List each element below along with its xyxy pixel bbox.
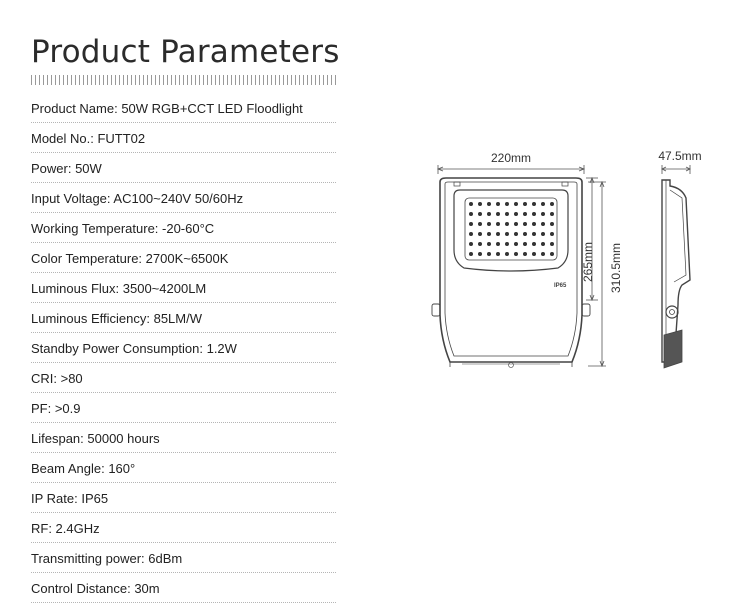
led-dot — [523, 252, 527, 256]
led-dot — [532, 242, 536, 246]
led-dot — [532, 222, 536, 226]
param-row-working-temperature: Working Temperature: -20-60°C — [31, 213, 337, 243]
led-dot — [505, 222, 509, 226]
led-dot — [541, 202, 545, 206]
param-row-standby-power: Standby Power Consumption: 1.2W — [31, 333, 337, 363]
led-dot — [541, 212, 545, 216]
led-dot — [469, 202, 473, 206]
led-dot — [496, 202, 500, 206]
led-dot — [505, 212, 509, 216]
led-dot — [478, 212, 482, 216]
param-row-model-no: Model No.: FUTT02 — [31, 123, 337, 153]
param-row-control-distance: Control Distance: 30m — [31, 573, 337, 603]
led-dot — [523, 242, 527, 246]
param-row-product-name: Product Name: 50W RGB+CCT LED Floodlight — [31, 93, 337, 123]
led-dot — [514, 252, 518, 256]
param-row-ip-rate: IP Rate: IP65 — [31, 483, 337, 513]
param-row-luminous-efficiency: Luminous Efficiency: 85LM/W — [31, 303, 337, 333]
led-dot — [550, 212, 554, 216]
led-dot — [496, 242, 500, 246]
led-dot — [496, 212, 500, 216]
led-dot — [523, 222, 527, 226]
led-dot — [550, 222, 554, 226]
led-dot — [478, 252, 482, 256]
led-dot — [505, 252, 509, 256]
led-dot — [523, 232, 527, 236]
led-dot — [532, 212, 536, 216]
total-height-label: 310.5mm — [609, 242, 623, 294]
led-dot — [541, 222, 545, 226]
led-dot — [514, 232, 518, 236]
led-dot — [487, 212, 491, 216]
param-row-beam-angle: Beam Angle: 160° — [31, 453, 337, 483]
led-dot — [550, 252, 554, 256]
led-dot — [469, 252, 473, 256]
depth-dimension — [662, 165, 690, 174]
led-dot — [550, 232, 554, 236]
title-divider — [31, 75, 339, 85]
led-dot — [541, 252, 545, 256]
led-dot — [514, 242, 518, 246]
floodlight-front-view — [432, 178, 590, 368]
led-dot — [514, 202, 518, 206]
led-dot — [469, 222, 473, 226]
led-dot — [469, 242, 473, 246]
floodlight-side-view — [662, 180, 690, 368]
led-dot — [487, 202, 491, 206]
led-array — [469, 202, 554, 256]
led-dot — [523, 202, 527, 206]
led-dot — [469, 212, 473, 216]
ip-mark: IP65 — [554, 283, 567, 289]
led-dot — [514, 212, 518, 216]
led-dot — [505, 202, 509, 206]
page-title: Product Parameters — [31, 34, 340, 70]
led-dot — [505, 242, 509, 246]
param-row-input-voltage: Input Voltage: AC100~240V 50/60Hz — [31, 183, 337, 213]
led-dot — [487, 232, 491, 236]
param-row-luminous-flux: Luminous Flux: 3500~4200LM — [31, 273, 337, 303]
parameter-list — [31, 93, 337, 603]
led-dot — [541, 232, 545, 236]
param-row-color-temperature: Color Temperature: 2700K~6500K — [31, 243, 337, 273]
led-dot — [532, 252, 536, 256]
width-dimension — [438, 165, 584, 174]
led-dot — [487, 222, 491, 226]
led-dot — [496, 252, 500, 256]
led-dot — [478, 202, 482, 206]
led-dot — [487, 252, 491, 256]
led-dot — [478, 232, 482, 236]
led-dot — [496, 232, 500, 236]
depth-label: 47.5mm — [658, 149, 702, 163]
led-dot — [487, 242, 491, 246]
led-dot — [478, 242, 482, 246]
led-dot — [514, 222, 518, 226]
param-row-power: Power: 50W — [31, 153, 337, 183]
param-row-lifespan: Lifespan: 50000 hours — [31, 423, 337, 453]
led-dot — [550, 242, 554, 246]
param-row-transmitting-power: Transmitting power: 6dBm — [31, 543, 337, 573]
led-dot — [532, 232, 536, 236]
height-label: 265mm — [581, 241, 595, 283]
led-dot — [469, 232, 473, 236]
dimension-drawing — [420, 140, 740, 390]
led-dot — [523, 212, 527, 216]
param-row-pf: PF: >0.9 — [31, 393, 337, 423]
width-label: 220mm — [490, 151, 532, 165]
led-dot — [496, 222, 500, 226]
led-dot — [478, 222, 482, 226]
led-dot — [550, 202, 554, 206]
led-dot — [505, 232, 509, 236]
led-dot — [532, 202, 536, 206]
param-row-cri: CRI: >80 — [31, 363, 337, 393]
led-dot — [541, 242, 545, 246]
param-row-rf: RF: 2.4GHz — [31, 513, 337, 543]
